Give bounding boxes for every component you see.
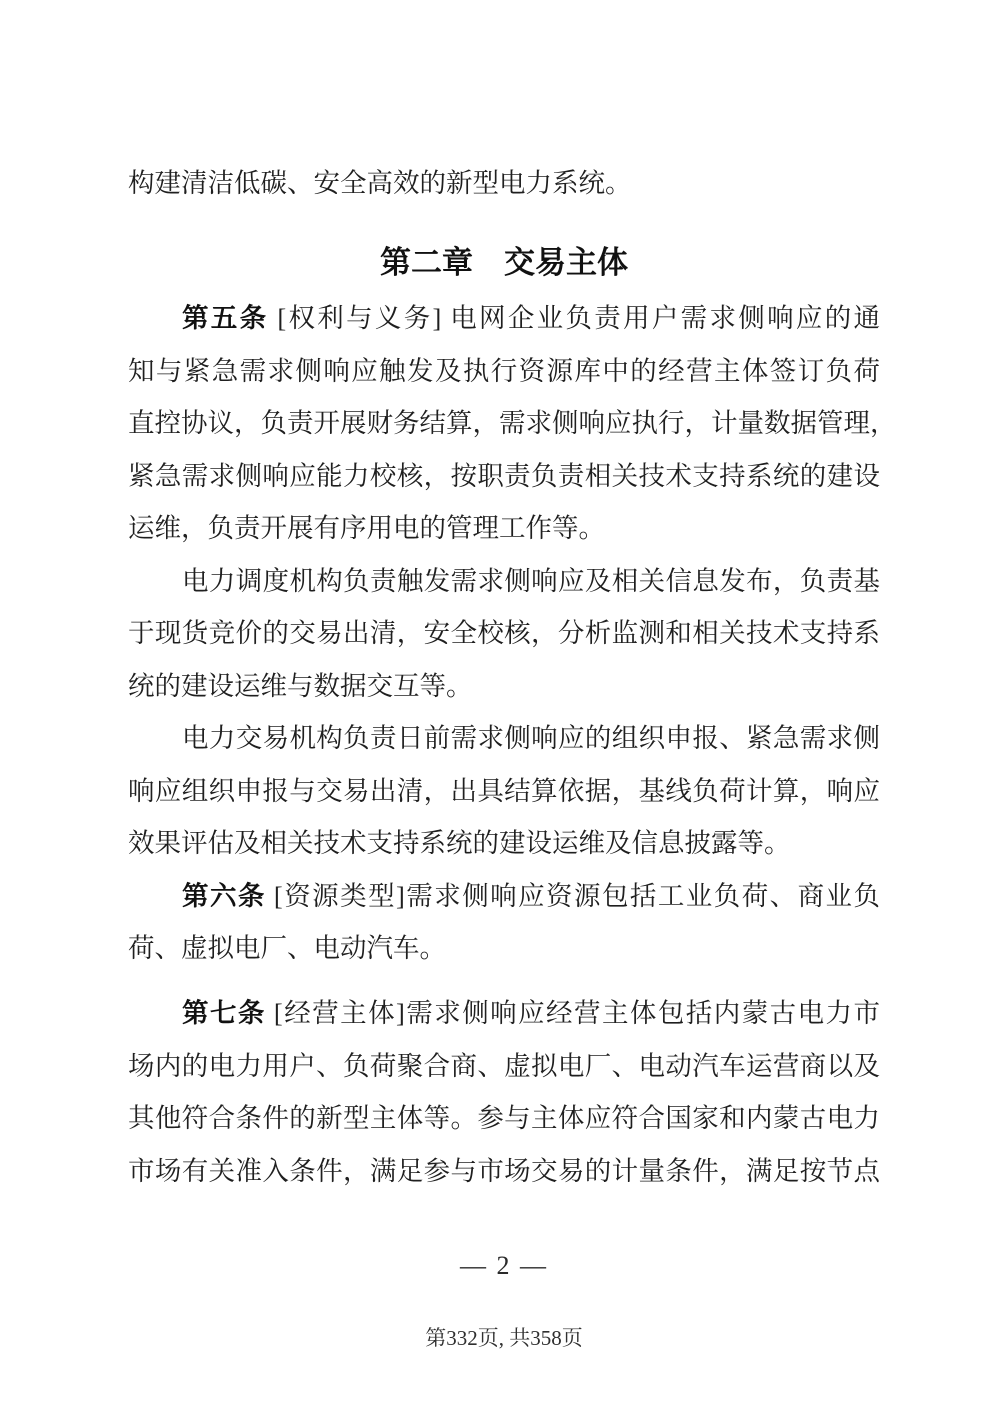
text-line xyxy=(128,987,880,1040)
text-line xyxy=(128,555,880,608)
text-line xyxy=(128,765,880,818)
text-segment: 其他符合条件的新型主体等。参与主体应符合国家和内蒙古电力 xyxy=(128,1103,880,1134)
text-segment: 效果评估及相关技术支持系统的建设运维及信息披露等。 xyxy=(128,828,791,859)
text-segment: 直控协议，负责开展财务结算，需求侧响应执行，计量数据管理， xyxy=(128,408,897,439)
text-line xyxy=(128,1040,880,1093)
text-line xyxy=(128,1092,880,1145)
page-number: — 2 — xyxy=(460,1250,548,1280)
intro-line: 构建清洁低碳、安全高效的新型电力系统。 xyxy=(128,168,632,198)
text-line xyxy=(128,817,880,870)
text-segment: 场内的电力用户、负荷聚合商、虚拟电厂、电动汽车运营商以及 xyxy=(128,1050,880,1081)
text-line xyxy=(128,922,880,975)
page-info-line: 第332页, 共358页 xyxy=(425,1326,583,1351)
text-line xyxy=(128,660,880,713)
text-segment: 电力交易机构负责日前需求侧响应的组织申报、紧急需求侧 xyxy=(182,723,880,754)
text-line xyxy=(128,450,880,503)
text-segment: 于现货竞价的交易出清，安全校核，分析监测和相关技术支持系 xyxy=(128,618,880,649)
text-line xyxy=(128,712,880,765)
text-segment: [经营主体]需求侧响应经营主体包括内蒙古电力市 xyxy=(265,998,881,1029)
text-line xyxy=(128,292,880,345)
article-number: 第五条 xyxy=(182,303,269,334)
text-segment: 电力调度机构负责触发需求侧响应及相关信息发布，负责基 xyxy=(182,565,880,596)
article-6-paragraph xyxy=(128,870,880,975)
text-segment: 荷、虚拟电厂、电动汽车。 xyxy=(128,933,446,964)
article-number: 第六条 xyxy=(182,880,266,911)
chapter-heading: 第二章 交易主体 xyxy=(380,245,628,281)
text-line xyxy=(128,345,880,398)
dispatch-agency-paragraph xyxy=(128,555,880,713)
text-segment: 市场有关准入条件，满足参与市场交易的计量条件，满足按节点 xyxy=(128,1155,880,1186)
article-number: 第七条 xyxy=(182,998,266,1029)
article-7-paragraph xyxy=(128,987,880,1197)
text-line xyxy=(128,870,880,923)
text-segment: 知与紧急需求侧响应触发及执行资源库中的经营主体签订负荷 xyxy=(128,355,880,386)
text-segment: 响应组织申报与交易出清，出具结算依据，基线负荷计算，响应 xyxy=(128,775,880,806)
text-line xyxy=(128,1145,880,1198)
text-line xyxy=(128,397,897,450)
text-segment: 紧急需求侧响应能力校核，按职责负责相关技术支持系统的建设 xyxy=(128,460,880,491)
text-segment: 统的建设运维与数据交互等。 xyxy=(128,670,473,701)
page-content xyxy=(128,157,897,1365)
text-segment: 运维，负责开展有序用电的管理工作等。 xyxy=(128,513,605,544)
paragraph-list xyxy=(128,292,897,1197)
article-5-paragraph xyxy=(128,292,897,555)
text-segment: [资源类型]需求侧响应资源包括工业负荷、商业负 xyxy=(265,880,881,911)
text-line xyxy=(128,502,880,555)
text-line xyxy=(128,607,880,660)
trading-agency-paragraph xyxy=(128,712,880,870)
text-segment: [权利与义务] 电网企业负责用户需求侧响应的通 xyxy=(268,303,881,334)
